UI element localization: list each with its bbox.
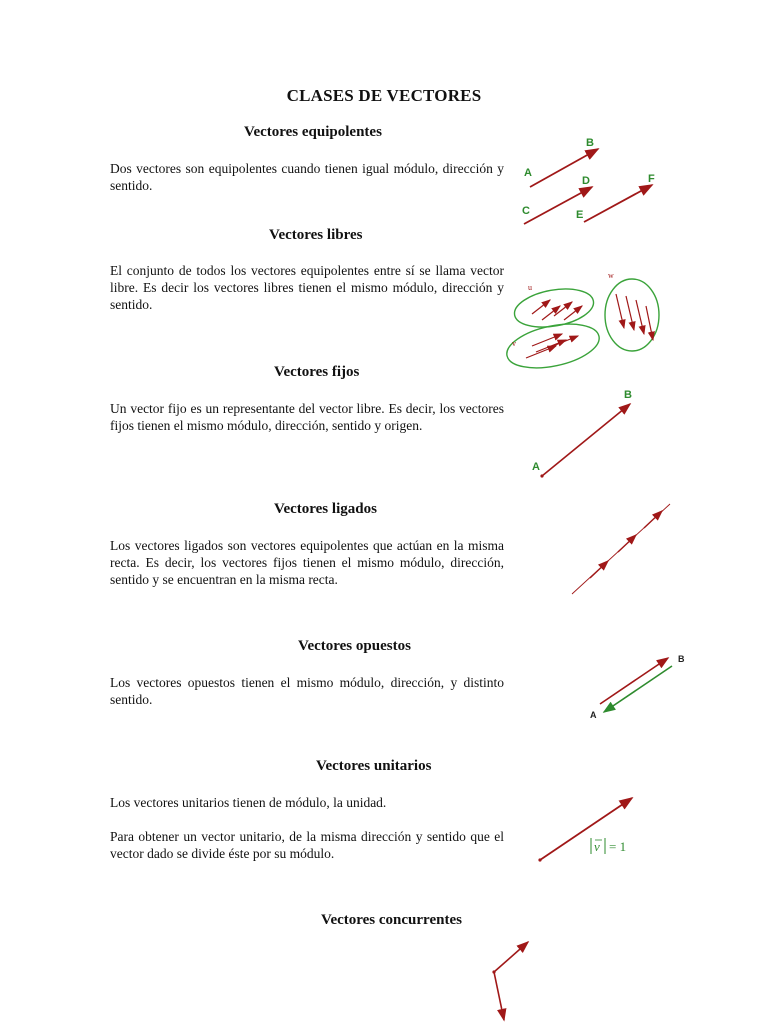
text-opuestos: Los vectores opuestos tienen el mismo módulo, dirección, y distinto sentido. <box>110 675 504 707</box>
unit-vector-origin <box>538 858 541 861</box>
text-libres: El conjunto de todos los vectores equipolentes entre sí se llama vector libre. Es decir los vectores libres tienen el mismo módulo, dirección y sentido. <box>110 263 504 312</box>
text-unitarios-2: Para obtener un vector unitario, de la misma dirección y sentido que el vector dado se divide éste por su módulo. <box>110 829 504 861</box>
heading-fijos: Vectores fijos <box>274 364 360 380</box>
vector-on-line-2 <box>618 535 636 552</box>
point-label-a: A <box>590 710 597 720</box>
common-origin <box>492 970 495 973</box>
unit-equation <box>591 838 626 854</box>
label-w: w <box>608 271 614 280</box>
figure-unitarios <box>532 788 652 868</box>
vector-ab <box>600 658 668 704</box>
text-unitarios: Los vectores unitarios tienen de módulo, la unidad. <box>110 795 387 810</box>
heading-unitarios: Vectores unitarios <box>316 758 432 774</box>
vector-fixed <box>542 404 630 476</box>
text-ligados: Los vectores ligados son vectores equipolentes que actúan en la misma recta. Es decir, los vectores fijos tienen el mismo módulo, dirección, sentido y se encuentran en la misma recta. <box>110 538 504 587</box>
page-title: CLASES DE VECTORES <box>286 86 482 105</box>
label-u: u <box>528 283 532 292</box>
point-label-e: E <box>576 209 584 221</box>
origin-point <box>540 474 543 477</box>
heading-ligados: Vectores ligados <box>274 501 377 517</box>
equation-rhs: = 1 <box>609 839 627 854</box>
point-label-f: F <box>648 173 655 185</box>
text-fijos: Un vector fijo es un representante del vector libre. Es decir, los vectores fijos tienen el mismo módulo, dirección, sentido y origen. <box>110 401 504 433</box>
figure-opuestos <box>584 648 694 728</box>
label-v: v <box>512 339 516 348</box>
figure-fijos <box>520 386 650 486</box>
vectors-v <box>526 334 578 358</box>
point-label-b: B <box>678 654 685 664</box>
vector-concurrent-2 <box>494 972 504 1020</box>
figure-ligados <box>560 496 680 606</box>
heading-opuestos: Vectores opuestos <box>298 638 411 654</box>
vectors-u <box>532 300 582 320</box>
vectors-w <box>616 294 653 340</box>
vector-on-line-3 <box>644 511 662 528</box>
point-label-b: B <box>586 137 594 149</box>
ellipse-w <box>605 279 659 351</box>
figure-libres <box>508 266 668 376</box>
vector-ba-opposite <box>604 666 672 712</box>
vector-symbol-v: v <box>594 839 600 854</box>
vector-on-line-1 <box>590 561 608 578</box>
point-label-a: A <box>524 167 532 179</box>
text-equipolentes: Dos vectores son equipolentes cuando tienen igual módulo, dirección y sentido. <box>110 161 504 193</box>
heading-concurrentes: Vectores concurrentes <box>321 912 462 928</box>
vector-ef <box>584 185 652 222</box>
point-label-b: B <box>624 389 632 401</box>
figure-equipolentes <box>510 132 670 232</box>
vector-concurrent-1 <box>494 942 528 972</box>
figure-concurrentes <box>480 936 550 1024</box>
point-label-a: A <box>532 461 540 473</box>
heading-equipolentes: Vectores equipolentes <box>244 124 382 140</box>
point-label-d: D <box>582 175 590 187</box>
heading-libres: Vectores libres <box>269 227 363 243</box>
point-label-c: C <box>522 205 530 217</box>
